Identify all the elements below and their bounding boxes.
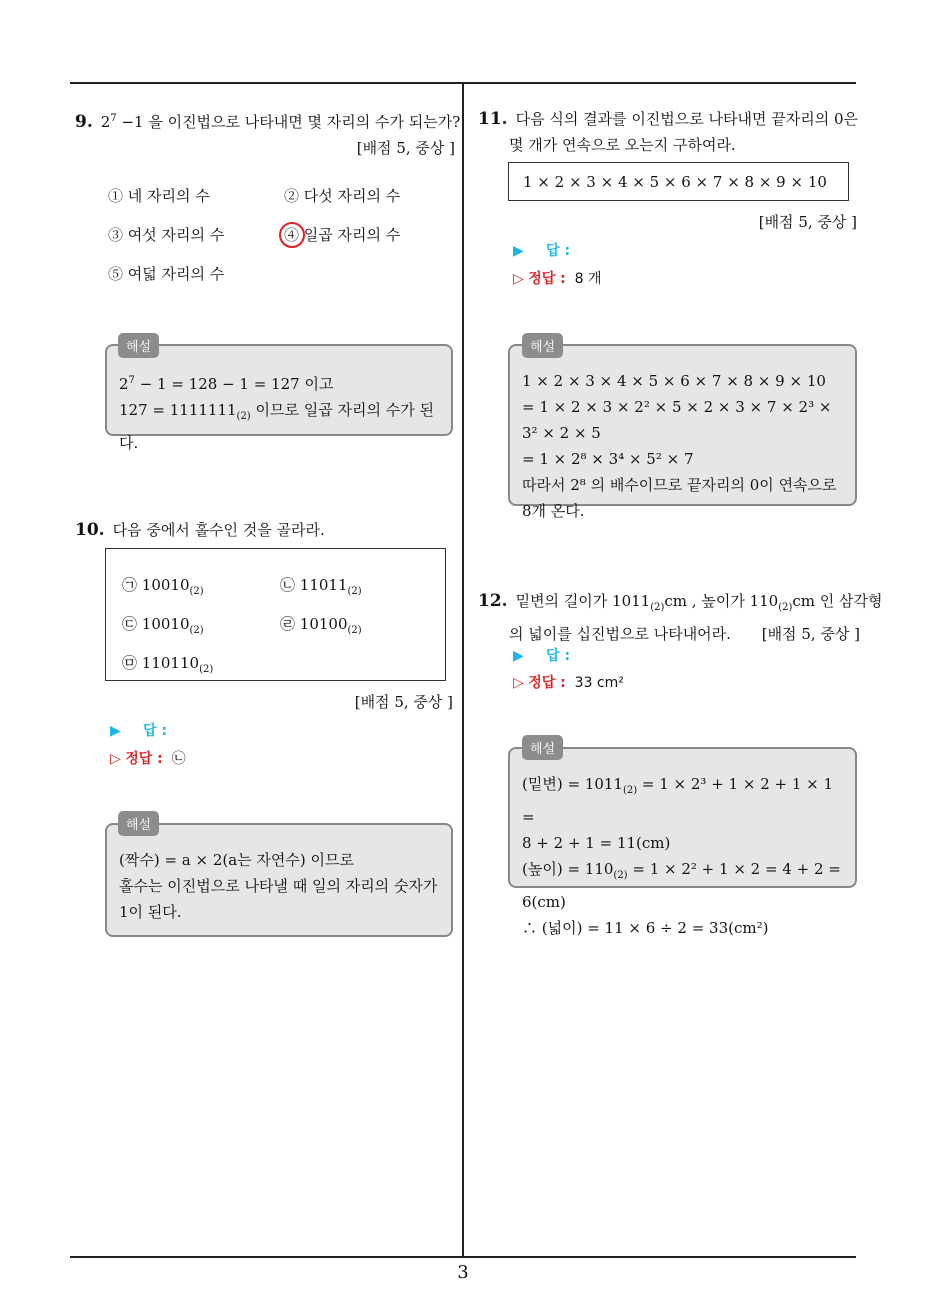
- answer-line: ▶ 답 :: [513, 648, 571, 664]
- play-outline-icon: ▷: [513, 675, 524, 691]
- question-number: 9.: [75, 112, 93, 132]
- points-meta: [배점 5, 중상 ]: [761, 625, 860, 643]
- explanation-box: 1 × 2 × 3 × 4 × 5 × 6 × 7 × 8 × 9 × 10 = 1 × 2 × 3 × 2² × 5 × 2 × 3 × 7 × 2³ × 3² × 2 × 5 = 1 × 2⁸ × 3⁴ × 5² × 7 따라서 2⁸ 의 배수이므로 끝자리의 0이 연속으로 8개 온다.: [508, 344, 857, 506]
- question-number: 11.: [478, 109, 508, 129]
- question-10: 10. 다음 중에서 홀수인 것을 골라라.: [75, 520, 325, 540]
- explanation-tag: 해설: [118, 333, 159, 358]
- play-icon: ▶: [513, 243, 524, 259]
- selected-answer-circle: [279, 222, 305, 248]
- answer-line: ▶ 답 :: [513, 243, 571, 259]
- column-divider: [462, 83, 464, 1257]
- item-a: ㉠ $10010_{(2)}$: [122, 576, 204, 597]
- explanation-box: (밑변) = $1011_{(2)} = 1 \times 2^3 + 1 \times 2 + 1 \times 1$ = 8 + 2 + 1 = 11(cm) (높이) = $110_{(2)} = 1 \times 2^2 + 1 \times 2 = 4 + 2 = 6(cm)$ ∴ (넓이) = 11 × 6 ÷ 2 = 33(cm²): [508, 747, 857, 888]
- item-e: ㉤ $110110_{(2)}$: [122, 654, 214, 675]
- correct-answer-line: ▷ 정답 : ㉡: [110, 751, 186, 767]
- expression-box: 1 × 2 × 3 × 4 × 5 × 6 × 7 × 8 × 9 × 10: [508, 162, 849, 201]
- points-meta: [배점 5, 중상 ]: [354, 693, 453, 711]
- play-icon: ▶: [513, 648, 524, 664]
- choice-2[interactable]: ② 다섯 자리의 수: [284, 187, 401, 205]
- explanation-tag: 해설: [522, 735, 563, 760]
- choice-3[interactable]: ③ 여섯 자리의 수: [108, 226, 225, 244]
- points-meta: [배점 5, 중상 ]: [356, 139, 455, 157]
- item-b: ㉡ $11011_{(2)}$: [280, 576, 362, 597]
- play-outline-icon: ▷: [110, 751, 121, 767]
- explanation-tag: 해설: [118, 811, 159, 836]
- choice-5[interactable]: ⑤ 여덟 자리의 수: [108, 265, 225, 283]
- play-icon: ▶: [110, 723, 121, 739]
- item-c: ㉢ $10010_{(2)}$: [122, 615, 204, 636]
- choice-4[interactable]: ④ 일곱 자리의 수: [284, 226, 401, 244]
- question-11: 11. 다음 식의 결과를 이진법으로 나타내면 끝자리의 0은 몇 개가 연속으로 오는지 구하여라.: [478, 109, 859, 154]
- correct-answer-line: ▷ 정답 : 33 cm²: [513, 675, 624, 691]
- question-12: 12. 밑변의 길이가 $1011_{(2)}cm$ , 높이가 $110_{(2)}cm$ 인 삼각형 의 넓이를 십진법으로 나타내어라. [배점 5, 중상 ]: [478, 588, 860, 647]
- question-9: [75, 106, 461, 161]
- page-number: 3: [457, 1262, 469, 1283]
- explanation-box: (짝수) = a × 2(a는 자연수) 이므로 홀수는 이진법으로 나타낼 때 일의 자리의 숫자가 1이 된다.: [105, 823, 453, 937]
- points-meta: [배점 5, 중상 ]: [758, 213, 857, 231]
- question-number: 10.: [75, 520, 105, 540]
- correct-answer-line: ▷ 정답 : 8 개: [513, 271, 602, 287]
- explanation-tag: 해설: [522, 333, 563, 358]
- play-outline-icon: ▷: [513, 271, 524, 287]
- item-d: ㉣ $10100_{(2)}$: [280, 615, 362, 636]
- question-9-text: 9. $2^7 -1$ 을 이진법으로 나타내면 몇 자리의 수가 되는가?: [75, 112, 461, 132]
- question-number: 12.: [478, 591, 508, 611]
- answer-line: ▶ 답 :: [110, 723, 168, 739]
- choice-1[interactable]: ① 네 자리의 수: [108, 187, 210, 205]
- explanation-box: $2^7 - 1 = 128 - 1 = 127$ 이고 $127 = 1111111_{(2)}$ 이므로 일곱 자리의 수가 된다.: [105, 344, 453, 436]
